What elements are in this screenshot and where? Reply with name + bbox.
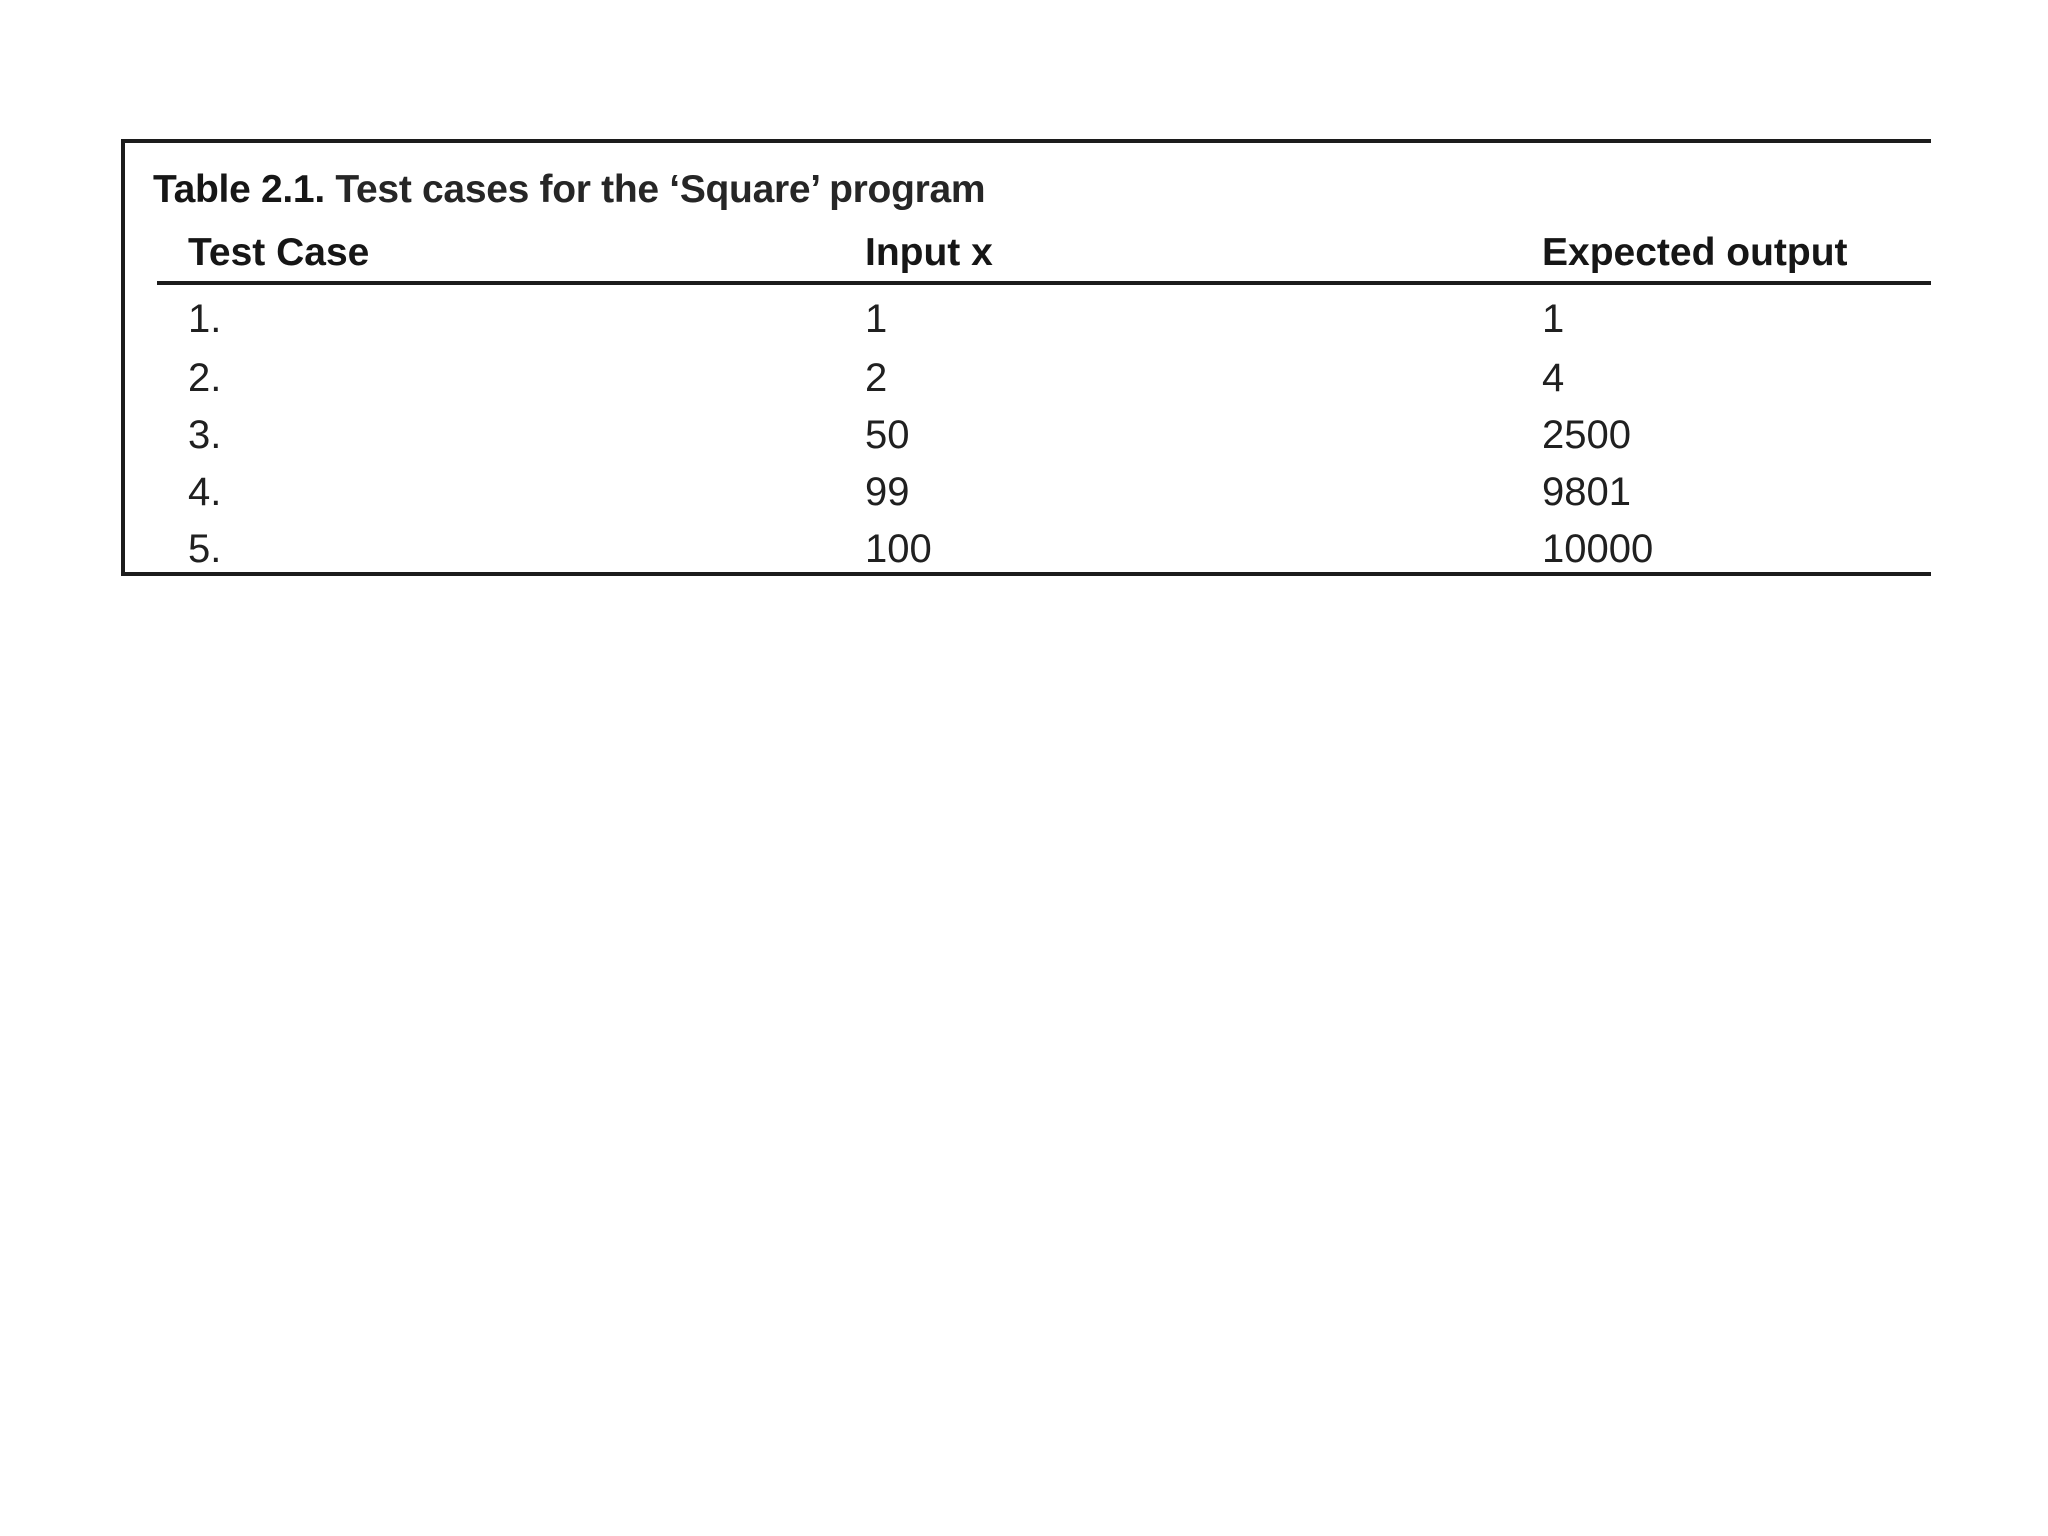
table-caption <box>153 168 985 212</box>
table-row <box>157 464 1931 521</box>
table-row <box>157 407 1931 464</box>
cell-test-case: 4. <box>188 470 222 514</box>
cell-input-x: 99 <box>865 470 910 514</box>
cell-expected-output: 10000 <box>1542 527 1654 571</box>
cell-expected-output: 2500 <box>1542 413 1631 457</box>
cell-input-x: 2 <box>865 356 888 400</box>
header-test-case: Test Case <box>157 231 834 283</box>
table-header-row <box>157 231 1931 283</box>
header-expected-output: Expected output <box>1511 231 1931 283</box>
cell-input-x: 50 <box>865 413 910 457</box>
table-caption-text: Test cases for the ‘Square’ program <box>335 168 986 211</box>
cell-input-x: 100 <box>865 527 932 571</box>
header-input-x: Input x <box>834 231 1511 283</box>
table-row <box>157 283 1931 350</box>
table-row <box>157 521 1931 578</box>
cell-expected-output: 1 <box>1542 297 1565 341</box>
cell-test-case: 1. <box>188 297 222 341</box>
cell-test-case: 5. <box>188 527 222 571</box>
cell-test-case: 2. <box>188 356 222 400</box>
cell-expected-output: 4 <box>1542 356 1565 400</box>
table-frame <box>121 139 1931 576</box>
test-cases-table <box>157 231 1931 578</box>
cell-expected-output: 9801 <box>1542 470 1631 514</box>
table-caption-label: Table 2.1. <box>153 168 325 211</box>
cell-test-case: 3. <box>188 413 222 457</box>
table-row <box>157 350 1931 407</box>
cell-input-x: 1 <box>865 297 888 341</box>
